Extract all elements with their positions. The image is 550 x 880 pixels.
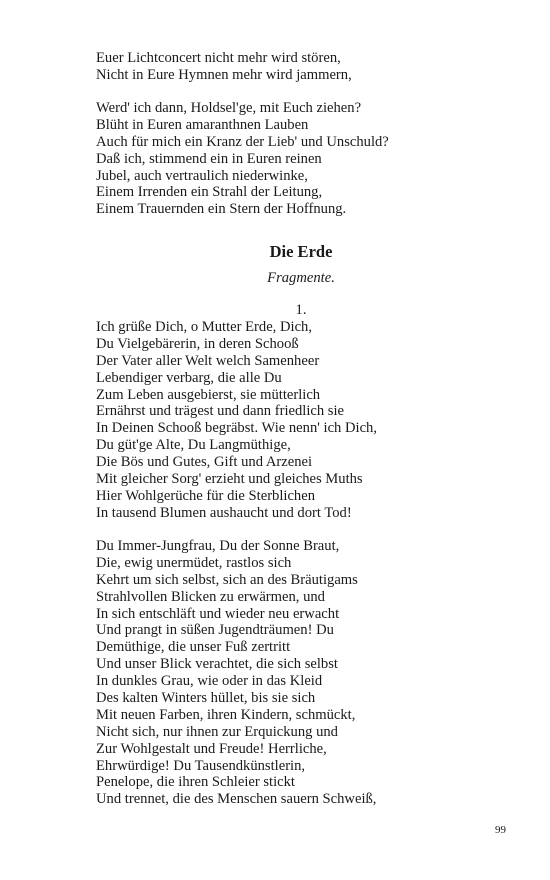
verse-line: Und prangt in süßen Jugendträumen! Du bbox=[96, 622, 334, 639]
verse-line: Blüht in Euren amaranthnen Lauben bbox=[96, 116, 309, 133]
verse-line: Werd' ich dann, Holdsel'ge, mit Euch ziehen? bbox=[96, 100, 362, 116]
verse-line: Die Bös und Gutes, Gift und Arzenei bbox=[96, 454, 313, 471]
verse-line: Penelope, die ihren Schleier stickt bbox=[96, 774, 295, 791]
verse-line: Euer Lichtconcert nicht mehr wird stören, bbox=[96, 50, 341, 66]
verse-line: In sich entschläft und wieder neu erwacht bbox=[96, 605, 340, 622]
verse-line: Zur Wohlgestalt und Freude! Herrliche, bbox=[96, 740, 327, 757]
verse-line: Kehrt um sich selbst, sich an des Bräutigams bbox=[96, 571, 358, 588]
verse-line: Und unser Blick verachtet, die sich selbst bbox=[96, 656, 338, 673]
verse-line: Der Vater aller Welt welch Samenheer bbox=[96, 352, 320, 369]
verse-line: Lebendiger verbarg, die alle Du bbox=[96, 369, 282, 386]
verse-line: Ich grüße Dich, o Mutter Erde, Dich, bbox=[96, 319, 312, 335]
stanza bbox=[96, 319, 377, 522]
verse-line: Mit gleicher Sorg' erzieht und gleiches Muths bbox=[96, 471, 363, 488]
stanza bbox=[96, 50, 352, 84]
verse-line: Daß ich, stimmend ein in Euren reinen bbox=[96, 150, 322, 167]
section-subtitle: Fragmente. bbox=[267, 270, 335, 286]
part-number: 1. bbox=[295, 302, 307, 318]
verse-line: Mit neuen Farben, ihren Kindern, schmückt, bbox=[96, 706, 356, 723]
verse-line: Nicht sich, nur ihnen zur Erquickung und bbox=[96, 723, 338, 740]
section-title: Die Erde bbox=[269, 242, 333, 261]
verse-line: Ernährst und trägest und dann friedlich sie bbox=[96, 403, 345, 420]
verse-line: In Deinen Schooß begräbst. Wie nenn' ich Dich, bbox=[96, 420, 378, 437]
verse-line: Jubel, auch vertraulich niederwinke, bbox=[96, 167, 308, 184]
stanza bbox=[96, 100, 389, 218]
verse-line: Strahlvollen Blicken zu erwärmen, und bbox=[96, 588, 325, 605]
verse-line: Die, ewig unermüdet, rastlos sich bbox=[96, 554, 292, 571]
verse-line: Nicht in Eure Hymnen mehr wird jammern, bbox=[96, 66, 352, 83]
verse-line: Auch für mich ein Kranz der Lieb' und Unschuld? bbox=[96, 133, 389, 150]
verse-line: Hier Wohlgerüche für die Sterblichen bbox=[96, 487, 316, 504]
verse-line: Du güt'ge Alte, Du Langmüthige, bbox=[96, 437, 291, 454]
verse-line: Einem Trauernden ein Stern der Hoffnung. bbox=[96, 201, 347, 218]
verse-line: Des kalten Winters hüllet, bis sie sich bbox=[96, 690, 316, 707]
page-number: 99 bbox=[495, 824, 506, 836]
verse-line: Demüthige, die unser Fuß zertritt bbox=[96, 639, 291, 656]
verse-line: Ehrwürdige! Du Tausendkünstlerin, bbox=[96, 757, 306, 774]
verse-line: Du Immer-Jungfrau, Du der Sonne Braut, bbox=[96, 538, 340, 554]
verse-line: Du Vielgebärerin, in deren Schooß bbox=[96, 335, 299, 352]
verse-line: Einem Irrenden ein Strahl der Leitung, bbox=[96, 184, 323, 201]
verse-line: In dunkles Grau, wie oder in das Kleid bbox=[96, 673, 323, 690]
verse-line: Und trennet, die des Menschen sauern Schweiß, bbox=[96, 791, 377, 808]
verse-line: In tausend Blumen aushaucht und dort Tod! bbox=[96, 504, 352, 521]
verse-line: Zum Leben ausgebierst, sie mütterlich bbox=[96, 386, 321, 403]
stanza bbox=[96, 538, 376, 808]
